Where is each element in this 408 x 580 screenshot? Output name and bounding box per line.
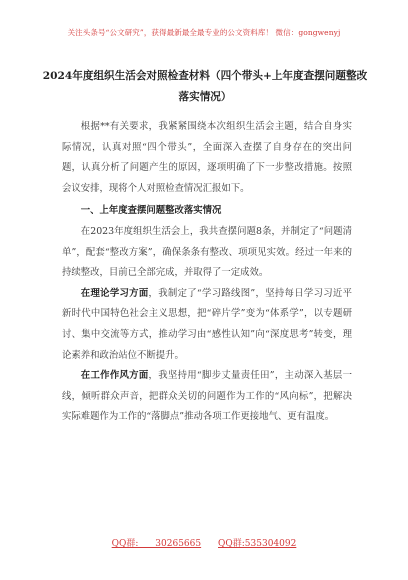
theory-study-lead: 在理论学习方面 xyxy=(80,287,149,299)
section-heading: 一、上年度查摆问题整改落实情况 xyxy=(80,205,222,217)
footer-qq-group-1: QQ群: 30265665 xyxy=(111,539,202,549)
footer-contacts xyxy=(0,536,408,549)
work-style-body: ，我坚持用“脚步丈量责任田”，主动深入基层一线，倾听群众声音，把群众关切的问题作为工作的“风向标”，把解决实际难题作为工作的“落脚点”推动各项工作更接地气、更有温度。 xyxy=(62,370,352,423)
intro-paragraph: 根据**有关要求，我紧紧围绕本次组织生活会主题，结合自身实际情况，认真对照“四个带头”，全面深入查摆了自身存在的突出问题，认真分析了问题产生的原因，逐项明确了下一步整改措施。按照会议安排，现将个人对照检查情况汇报如下。 xyxy=(62,121,352,194)
paragraph-work-style xyxy=(62,366,352,428)
header-banner: 关注头条号“公文研究”，获得最新最全最专业的公文资料库！ 微信：gongwenyj xyxy=(67,28,341,37)
theory-study-body: ，我制定了“学习路线图”，坚持每日学习习近平新时代中国特色社会主义思想，把“碎片学”变为“体系学”，以专题研讨、集中交流等方式，推动学习由“感性认知”向“深度思考”转变，理论素养和政治站位不断提升。 xyxy=(62,287,352,361)
footer-qq-group-2: QQ群:535304092 xyxy=(218,539,297,549)
document-title: 2024年度组织生活会对照检查材料（四个带头+上年度查摆问题整改落实情况） xyxy=(42,70,368,103)
paragraph-summary: 在2023年度组织生活会上，我共查摆问题8条，并制定了“问题清单”，配套“整改方案”，确保条条有整改、项项见实效。经过一年来的持续整改，目前已全部完成，并取得了一定成效。 xyxy=(62,225,352,279)
document-body xyxy=(62,117,352,428)
work-style-lead: 在工作作风方面 xyxy=(80,370,149,382)
paragraph-theory-study xyxy=(62,284,352,366)
